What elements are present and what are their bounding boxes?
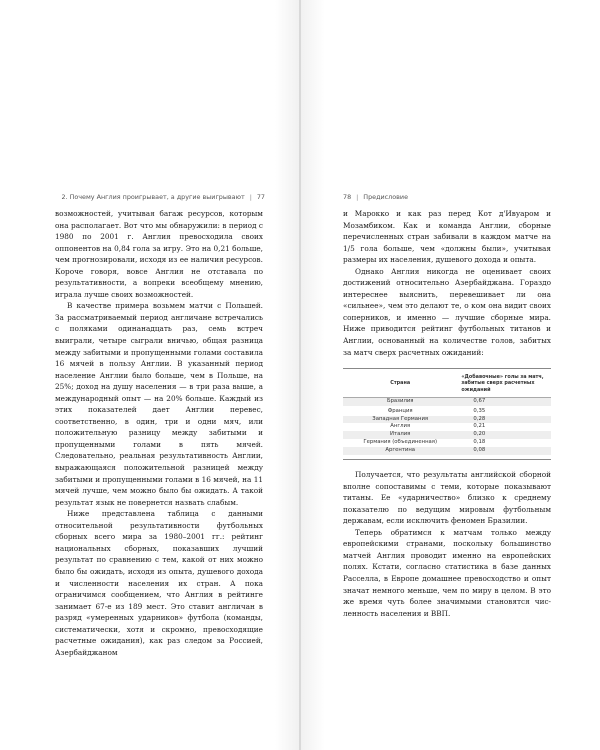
right-page-number: 78 — [343, 193, 352, 201]
table-cell-value: 0,67 — [457, 397, 551, 405]
left-page-number: 77 — [256, 193, 265, 201]
goals-rating-table — [343, 373, 551, 455]
left-running-head-separator: | — [249, 193, 252, 201]
table-header-goals: «Добавочные» голы за матч, забитые сверх расчетных ожиданий — [457, 373, 551, 397]
table-cell-country: Англия — [390, 423, 411, 430]
table-cell-country: Аргентина — [343, 447, 457, 455]
table-cell-country: Западная Германия — [343, 416, 457, 424]
left-body-text — [55, 208, 263, 658]
left-running-head-chapter: 2. Почему Англия проигрывает, а другие выигрывают — [61, 193, 245, 201]
right-page — [301, 0, 600, 750]
table-row — [343, 447, 551, 455]
goals-rating-table-wrap — [343, 368, 551, 460]
left-paragraph-3: Ниже представлена таблица с данными относительной результативности футбольных сборных всего мира за 1980–2001 гг.: рейтинг национальных сборных, показавших лучший результат по сравнению с тем, какой от них можно было бы ожидать, исходя из опыта, душевого дохода и численности населения их стран. А пока ограничимся сообщением, что Англия в рейтинге занимает 67-е из 189 мест. Это ставит англичан в разряд «умеренных ударников» футбола (команды, систематически, хотя и скромно, превосходящие расчетные ожидания), как раз следом за Россией, Азербайджаном — [55, 509, 263, 657]
table-cell-value: 0,28 — [457, 416, 551, 424]
table-cell-value: 0,20 — [457, 431, 551, 439]
table-cell-value: 0,08 — [457, 447, 551, 455]
right-paragraph-1: и Марокко и как раз перед Кот д'Ивуаром и Мозамбиком. Как и команда Англии, сборные перечисленных стран забивали в каждом матче на 1/5 гола больше, чем «должны были», учитывая размеры их населения, душевого дохода и опыта. — [343, 209, 551, 265]
table-cell-country: Бразилия — [343, 397, 457, 405]
right-running-head-section: Предисловие — [363, 193, 409, 201]
table-cell-country: Германия (объединенная) — [363, 439, 438, 446]
table-row — [343, 406, 551, 416]
left-paragraph-2: В качестве примера возьмем матчи с Польшей. За рассматриваемый период англичане встречались с поляками одинанадцать раз, семь встреч выиграли, четыре сыграли вничью, общая разница между забитыми и пропущенными голами составила 16 мячей в пользу Англии. В указанный период население Англии было больше, чем в Польше, на 25%; доход на душу населения — в три раза выше, а международный опыт — на 20% больше. Каждый из этих показателей дает Англии перевес, соответственно, в один, три и одни мяч, или положительную разницу между забитыми и пропущенными голами в пять мячей. Следовательно, реальная результативность Англии, выражающаяся положительной разницей между забитыми и пропущенными голами в 16 мячей, на 11 мячей лучше, чем можно было бы ожидать. А такой результат язык не повернется назвать слабым. — [55, 301, 263, 507]
table-cell-value: 0,35 — [473, 407, 486, 414]
right-running-head — [343, 193, 408, 201]
table-header-row — [343, 373, 551, 397]
table-row — [343, 431, 551, 439]
right-paragraph-2: Однако Англия никогда не оценивает своих достижений относительно Азербайджана. Гораздо интереснее выяснить, перевешивает ли она «сильнее», чем это делают те, о ком она видит своих соперников, и именно — лучшие сборные мира. Ниже приводится рейтинг футбольных титанов и Англии, основанный на количестве голов, забитых за матч сверх расчетных ожиданий: — [343, 266, 551, 357]
left-running-head — [61, 193, 265, 201]
table-cell-value: 0,18 — [473, 439, 486, 446]
right-body-text — [343, 208, 551, 619]
table-cell-country: Франция — [387, 407, 413, 414]
table-row — [343, 423, 551, 431]
table-cell-country: Италия — [343, 431, 457, 439]
table-cell-value: 0,21 — [473, 423, 486, 430]
left-paragraph-1: возможностей, учитывая багаж ресурсов, которым она располагает. Вот что мы обнаружили: в период с 1980 по 2001 г. Англия превосходила своих оппонентов на 0,84 гола за игру. Это на 0,21 больше, чем прогнозировали, исходя из ее наличия ресурсов. Короче говоря, вовсе Англия не отставала по результативности, а вопреки всеобщему мнению, играла лучше своих возможностей. — [55, 209, 263, 299]
table-header-country: Страна — [343, 373, 457, 397]
right-paragraph-3: Получается, что результаты английской сборной вполне сопоставимы с теми, которые показывают титаны. Ее «ударничество» близко к среднему показателю по ведущим мировым футбольным державам, если исключить феномен Бразилии. — [343, 470, 551, 526]
right-running-head-separator: | — [356, 193, 359, 201]
table-row — [343, 439, 551, 447]
table-row — [343, 416, 551, 424]
right-paragraph-4: Теперь обратимся к матчам только между европейскими странами, поскольку большинство матчей Англия проводит именно на европейских полях. Кстати, согласно статистика в базе данных Расселла, в Европе домашнее превосходство и опыт значат немного меньше, чем по миру в целом. В это же время чуть более значимыми становятся численность населения и ВВП. — [343, 527, 551, 618]
left-page — [0, 0, 299, 750]
table-row — [343, 397, 551, 405]
